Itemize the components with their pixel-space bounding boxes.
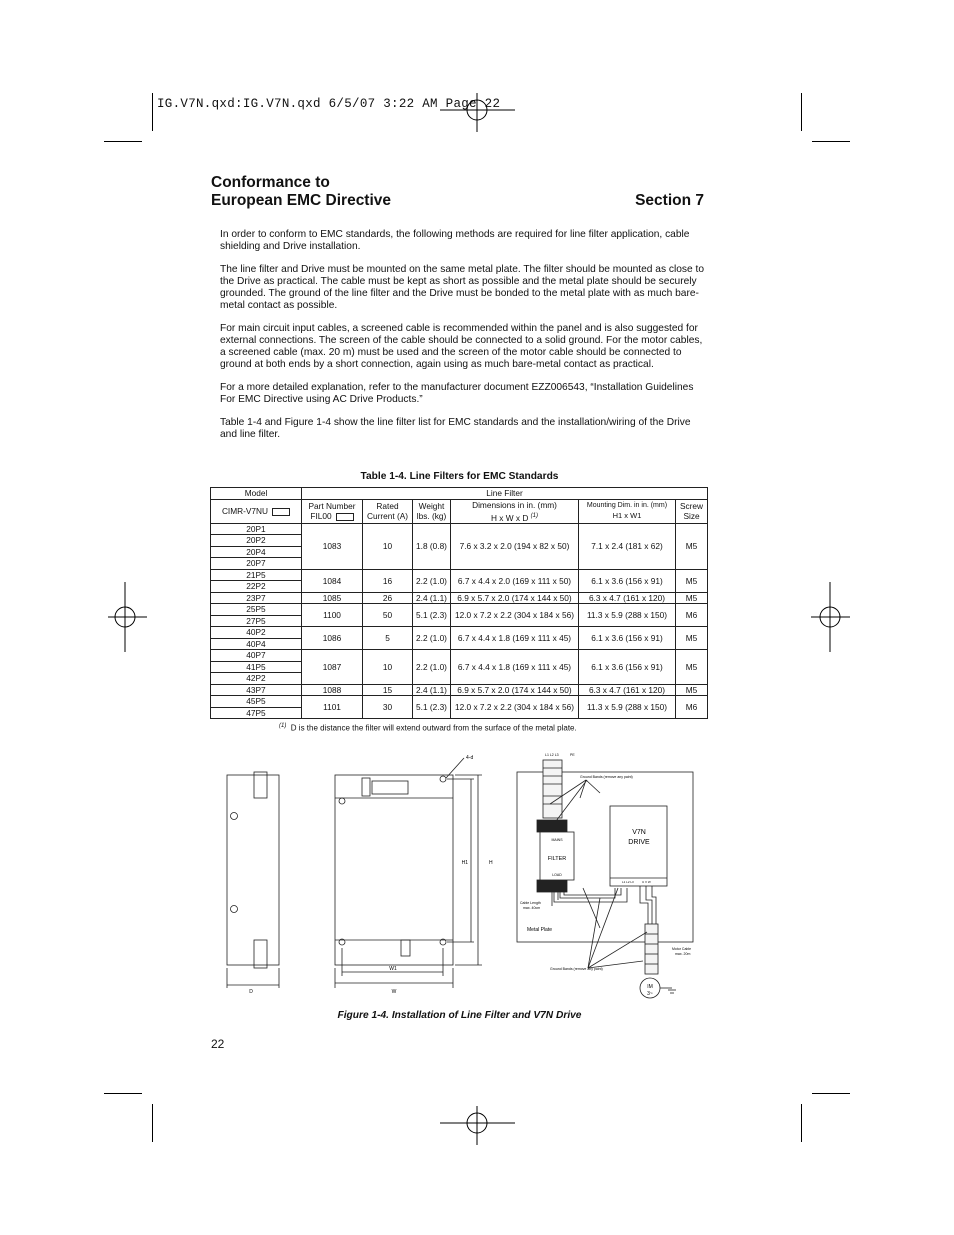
cable-length-value: max. 40cm — [523, 906, 541, 910]
section-label: Section 7 — [635, 192, 704, 209]
dims-cell: 6.9 x 5.7 x 2.0 (174 x 144 x 50) — [451, 684, 579, 696]
model-cell: 20P4 — [211, 546, 302, 558]
table-row — [211, 592, 708, 604]
pe-label: PE — [570, 753, 575, 757]
print-slug: IG.V7N.qxd:IG.V7N.qxd 6/5/07 3:22 AM Page 22 — [157, 97, 501, 111]
dims-cell: 6.7 x 4.4 x 2.0 (169 x 111 x 50) — [451, 569, 579, 592]
current-cell: 16 — [363, 569, 413, 592]
table-row — [211, 627, 708, 639]
model-code-box — [272, 508, 290, 516]
crop-mark — [152, 1104, 153, 1142]
rated-current-header — [363, 500, 413, 524]
dims-cell: 7.6 x 3.2 x 2.0 (194 x 82 x 50) — [451, 523, 579, 569]
model-sub-label: CIMR-V7NU — [221, 506, 269, 517]
model-cell: 20P7 — [211, 558, 302, 570]
filter-side-view — [227, 772, 279, 988]
table-row — [211, 684, 708, 696]
crop-mark — [801, 1104, 802, 1142]
weight-unit: lbs. (kg) — [416, 511, 447, 522]
title-line-2: European EMC Directive — [211, 192, 392, 209]
table-caption: Table 1-4. Line Filters for EMC Standards — [360, 471, 559, 482]
crop-mark — [104, 141, 142, 142]
paragraph: The line filter and Drive must be mounted on the same metal plate. The filter should be mounted as close to the Drive as practical. The cable must be kept as short as possible and the metal plate should be securely grounded. The ground of the line filter and the Drive must be bonded to the metal plate with as much bare-metal contact as possible. — [220, 264, 704, 311]
line-filter-table — [210, 487, 708, 719]
weight-cell: 5.1 (2.3) — [413, 696, 451, 719]
model-cell: 45P5 — [211, 696, 302, 708]
model-sub-header — [211, 500, 302, 524]
table-row — [211, 650, 708, 662]
mount-cell: 6.1 x 3.6 (156 x 91) — [579, 650, 676, 685]
paragraph: For main circuit input cables, a screened cable is recommended within the panel and is also suggested for external connections. The screen of the cable should be connected to a solid ground. For the motor cables, a screened cable (max. 20 m) must be used and the screen of the motor cable should be connected to ground at both ends by a short connection, again using as much bare-metal contact as practical. — [220, 323, 703, 370]
crop-mark — [812, 1093, 850, 1094]
model-cell: 25P5 — [211, 604, 302, 616]
model-cell: 23P7 — [211, 592, 302, 604]
registration-mark-bottom — [440, 1103, 520, 1148]
screw-cell: M5 — [676, 684, 708, 696]
table-row — [211, 523, 708, 535]
current-cell: 30 — [363, 696, 413, 719]
dims-label: Dimensions in in. (mm) — [472, 500, 557, 510]
drive-output-label: U V W — [642, 880, 651, 884]
model-cell: 42P2 — [211, 673, 302, 685]
paragraph: In order to conform to EMC standards, the following methods are required for line filter application, cable shielding and Drive installation. — [220, 229, 690, 252]
table-row — [211, 604, 708, 616]
mount-axes: H1 x W1 — [612, 511, 642, 521]
registration-mark-top — [440, 90, 520, 135]
wiring-diagram — [517, 760, 693, 998]
weight-cell: 2.2 (1.0) — [413, 650, 451, 685]
mount-cell: 6.1 x 3.6 (156 x 91) — [579, 627, 676, 650]
mount-cell: 11.3 x 5.9 (288 x 150) — [579, 604, 676, 627]
screw-cell: M6 — [676, 696, 708, 719]
footnote-mark: (1) — [279, 723, 287, 729]
dims-axes: H x W x D — [491, 512, 529, 523]
registration-mark-right — [808, 582, 853, 657]
part-cell: 1101 — [302, 696, 363, 719]
weight-cell: 5.1 (2.3) — [413, 604, 451, 627]
screw-header — [676, 500, 708, 524]
model-cell: 20P2 — [211, 535, 302, 547]
dims-footnote-mark: (1) — [530, 512, 538, 519]
drive-label-2: DRIVE — [628, 839, 650, 846]
motor-cable-label: Motor Cable — [672, 947, 692, 951]
mounting-header — [579, 500, 676, 524]
part-number-header — [302, 500, 363, 524]
current-cell: 15 — [363, 684, 413, 696]
motor-phase-label: 3~ — [647, 991, 653, 997]
ground-bands-bottom-label: Ground Bands (remove any paint) — [550, 967, 603, 971]
model-cell: 20P1 — [211, 523, 302, 535]
mount-cell: 6.3 x 4.7 (161 x 120) — [579, 592, 676, 604]
cable-length-label: Cable Length — [520, 901, 541, 905]
part-cell: 1085 — [302, 592, 363, 604]
current-cell: 50 — [363, 604, 413, 627]
crop-mark — [812, 141, 850, 142]
weight-header — [413, 500, 451, 524]
mount-cell: 11.3 x 5.9 (288 x 150) — [579, 696, 676, 719]
part-prefix: FIL00 — [310, 511, 332, 522]
line-filter-header: Line Filter — [302, 488, 708, 500]
part-cell: 1088 — [302, 684, 363, 696]
body-text — [220, 229, 708, 452]
part-cell: 1084 — [302, 569, 363, 592]
drive-label-1: V7N — [632, 829, 646, 836]
dims-cell: 12.0 x 7.2 x 2.2 (304 x 184 x 56) — [451, 696, 579, 719]
rated-label: Rated — [376, 500, 399, 511]
screw-label: Screw — [679, 500, 704, 511]
part-cell: 1087 — [302, 650, 363, 685]
title-line-1: Conformance to — [211, 174, 330, 191]
page-title — [211, 174, 391, 210]
footnote-text: D is the distance the filter will extend outward from the surface of the metal plate. — [290, 723, 577, 733]
screw-cell: M5 — [676, 592, 708, 604]
motor-cable-value: max. 20m — [675, 952, 691, 956]
filter-front-view — [335, 758, 482, 988]
input-terminal-label: L1 L2 L3 — [545, 753, 559, 757]
weight-cell: 2.2 (1.0) — [413, 569, 451, 592]
mount-cell: 6.3 x 4.7 (161 x 120) — [579, 684, 676, 696]
current-cell: 10 — [363, 650, 413, 685]
model-header: Model — [211, 488, 302, 500]
drive-input-label: L1 L2 L3 — [622, 880, 634, 884]
model-cell: 40P2 — [211, 627, 302, 639]
part-cell: 1100 — [302, 604, 363, 627]
mains-label: MAINS — [551, 838, 563, 842]
table-row — [211, 569, 708, 581]
mount-label: Mounting Dim. in in. (mm) — [586, 501, 668, 509]
holes-label: 4-d — [466, 755, 474, 761]
dims-cell: 6.7 x 4.4 x 1.8 (169 x 111 x 45) — [451, 627, 579, 650]
paragraph: Table 1-4 and Figure 1-4 show the line filter list for EMC standards and the installation/wiring of the Drive and line filter. — [220, 417, 691, 440]
part-number-label: Part Number — [308, 500, 356, 511]
page-number: 22 — [211, 1037, 225, 1051]
dim-w1-label: W1 — [389, 966, 397, 972]
table-row — [211, 696, 708, 708]
model-cell: 47P5 — [211, 707, 302, 719]
model-cell: 27P5 — [211, 615, 302, 627]
current-cell: 26 — [363, 592, 413, 604]
size-label: Size — [683, 511, 700, 522]
model-cell: 21P5 — [211, 569, 302, 581]
screw-cell: M5 — [676, 627, 708, 650]
dim-h-label: H — [489, 860, 493, 866]
model-cell: 43P7 — [211, 684, 302, 696]
current-label: Current (A) — [366, 511, 409, 522]
dims-cell: 6.9 x 5.7 x 2.0 (174 x 144 x 50) — [451, 592, 579, 604]
filter-label: FILTER — [547, 856, 567, 862]
part-cell: 1083 — [302, 523, 363, 569]
mount-cell: 7.1 x 2.4 (181 x 62) — [579, 523, 676, 569]
crop-mark — [104, 1093, 142, 1094]
crop-mark — [152, 93, 153, 131]
motor-label: IM — [647, 984, 653, 990]
weight-label: Weight — [418, 500, 445, 511]
screw-cell: M6 — [676, 604, 708, 627]
dims-cell: 12.0 x 7.2 x 2.2 (304 x 184 x 56) — [451, 604, 579, 627]
metal-plate-label: Metal Plate — [527, 927, 553, 933]
table-body — [211, 523, 708, 719]
registration-mark-left — [105, 582, 150, 657]
crop-mark — [801, 93, 802, 131]
figure-caption: Figure 1-4. Installation of Line Filter and V7N Drive — [337, 1010, 582, 1021]
load-label: LOAD — [552, 873, 562, 877]
table-footnote — [279, 723, 577, 733]
dimensions-header — [451, 500, 579, 524]
mount-cell: 6.1 x 3.6 (156 x 91) — [579, 569, 676, 592]
current-cell: 5 — [363, 627, 413, 650]
dim-h1-label: H1 — [461, 860, 468, 866]
model-cell: 40P4 — [211, 638, 302, 650]
screw-cell: M5 — [676, 523, 708, 569]
part-code-box — [336, 513, 354, 521]
screw-cell: M5 — [676, 650, 708, 685]
installation-figure — [210, 748, 708, 1003]
dim-d-label: D — [249, 989, 253, 995]
weight-cell: 2.2 (1.0) — [413, 627, 451, 650]
model-cell: 41P5 — [211, 661, 302, 673]
model-cell: 22P2 — [211, 581, 302, 593]
part-cell: 1086 — [302, 627, 363, 650]
weight-cell: 2.4 (1.1) — [413, 684, 451, 696]
model-cell: 40P7 — [211, 650, 302, 662]
paragraph: For a more detailed explanation, refer to the manufacturer document EZZ006543, “Installation Guidelines For EMC Directive using AC Drive Products.” — [220, 382, 694, 405]
current-cell: 10 — [363, 523, 413, 569]
ground-bands-top-label: Ground Bands (remove any paint) — [580, 775, 633, 779]
weight-cell: 1.8 (0.8) — [413, 523, 451, 569]
dims-cell: 6.7 x 4.4 x 1.8 (169 x 111 x 45) — [451, 650, 579, 685]
screw-cell: M5 — [676, 569, 708, 592]
weight-cell: 2.4 (1.1) — [413, 592, 451, 604]
dim-w-label: W — [391, 989, 397, 995]
